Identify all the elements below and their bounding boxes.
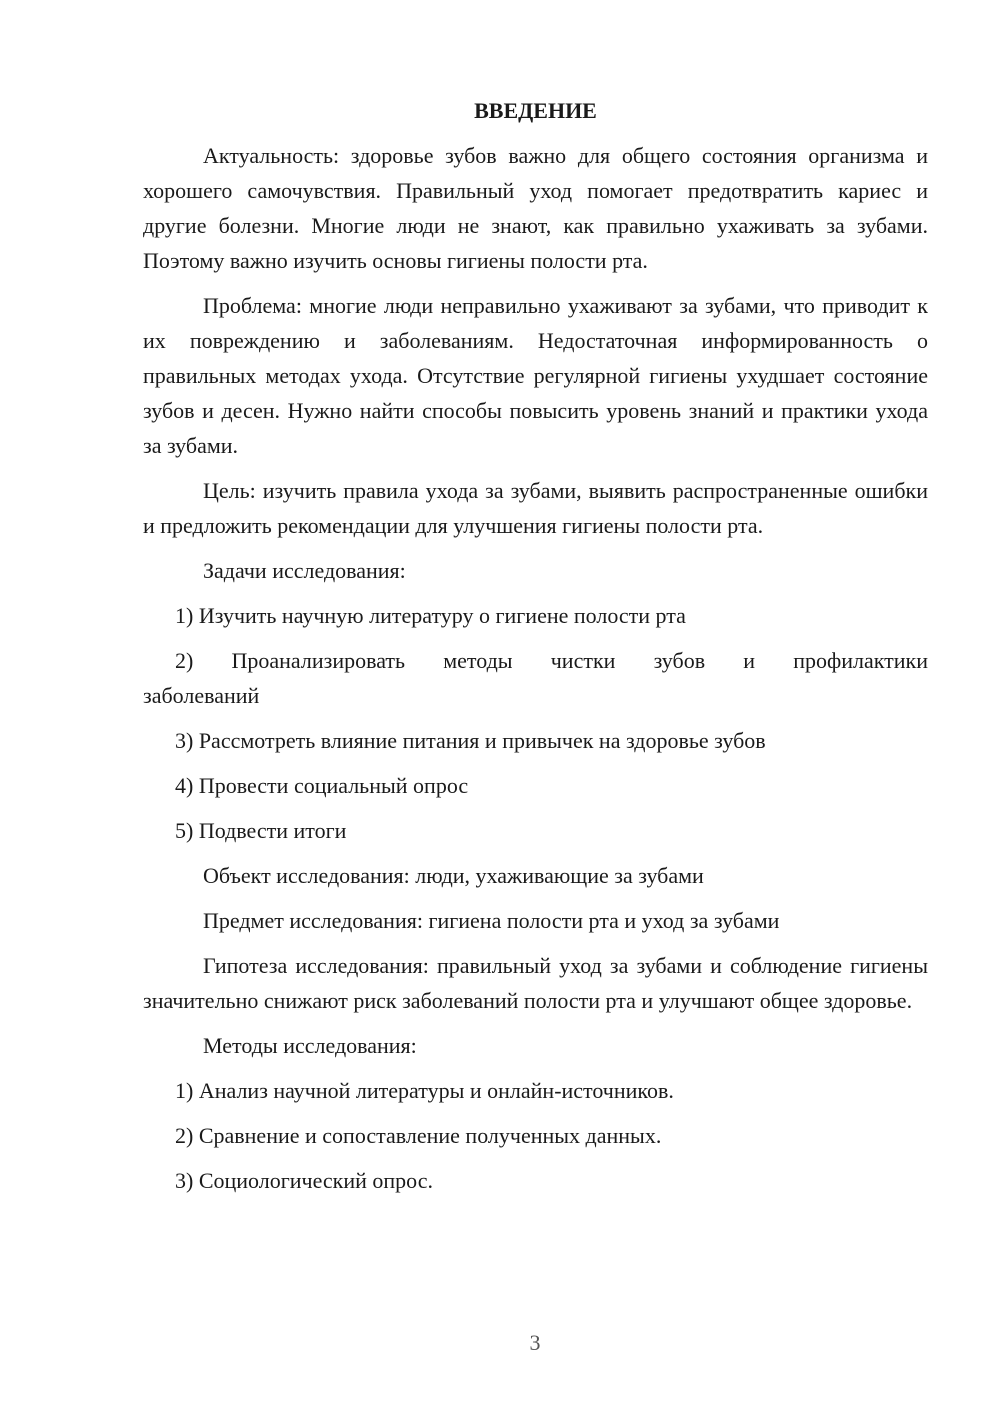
task-item: 5) Подвести итоги (175, 818, 347, 843)
task-item: 1) Изучить научную литературу о гигиене полости рта (175, 603, 686, 628)
section-title: ВВЕДЕНИЕ (474, 98, 597, 123)
task-item: 2) Проанализировать методы чистки зубов и профилактики заболеваний (143, 648, 928, 708)
subject-paragraph: Предмет исследования: гигиена полости рта и уход за зубами (203, 908, 780, 933)
method-item: 2) Сравнение и сопоставление полученных данных. (175, 1123, 662, 1148)
problem-paragraph: Проблема: многие люди неправильно ухаживают за зубами, что приводит к их повреждению и заболеваниям. Недостаточная информированность о правильных методах ухода. Отсутствие регулярной гигиены ухудшает состояние зубов и десен. Нужно найти способы повысить уровень знаний и практики ухода за зубами. (143, 293, 928, 458)
goal-paragraph: Цель: изучить правила ухода за зубами, выявить распространенные ошибки и предложить рекомендации для улучшения гигиены полости рта. (143, 478, 928, 538)
tasks-heading: Задачи исследования: (203, 558, 406, 583)
task-item: 3) Рассмотреть влияние питания и привычек на здоровье зубов (175, 728, 766, 753)
hypothesis-paragraph: Гипотеза исследования: правильный уход за зубами и соблюдение гигиены значительно снижают риск заболеваний полости рта и улучшают общее здоровье. (143, 953, 928, 1013)
methods-heading: Методы исследования: (203, 1033, 417, 1058)
method-item: 1) Анализ научной литературы и онлайн-источников. (175, 1078, 674, 1103)
task-item: 4) Провести социальный опрос (175, 773, 469, 798)
relevance-paragraph: Актуальность: здоровье зубов важно для общего состояния организма и хорошего самочувствия. Правильный уход помогает предотвратить кариес и другие болезни. Многие люди не знают, как правильно ухаживать за зубами. Поэтому важно изучить основы гигиены полости рта. (143, 143, 928, 273)
method-item: 3) Социологический опрос. (175, 1168, 433, 1193)
document-page (143, 93, 928, 1208)
page-number: 3 (529, 1330, 541, 1355)
object-paragraph: Объект исследования: люди, ухаживающие за зубами (203, 863, 704, 888)
